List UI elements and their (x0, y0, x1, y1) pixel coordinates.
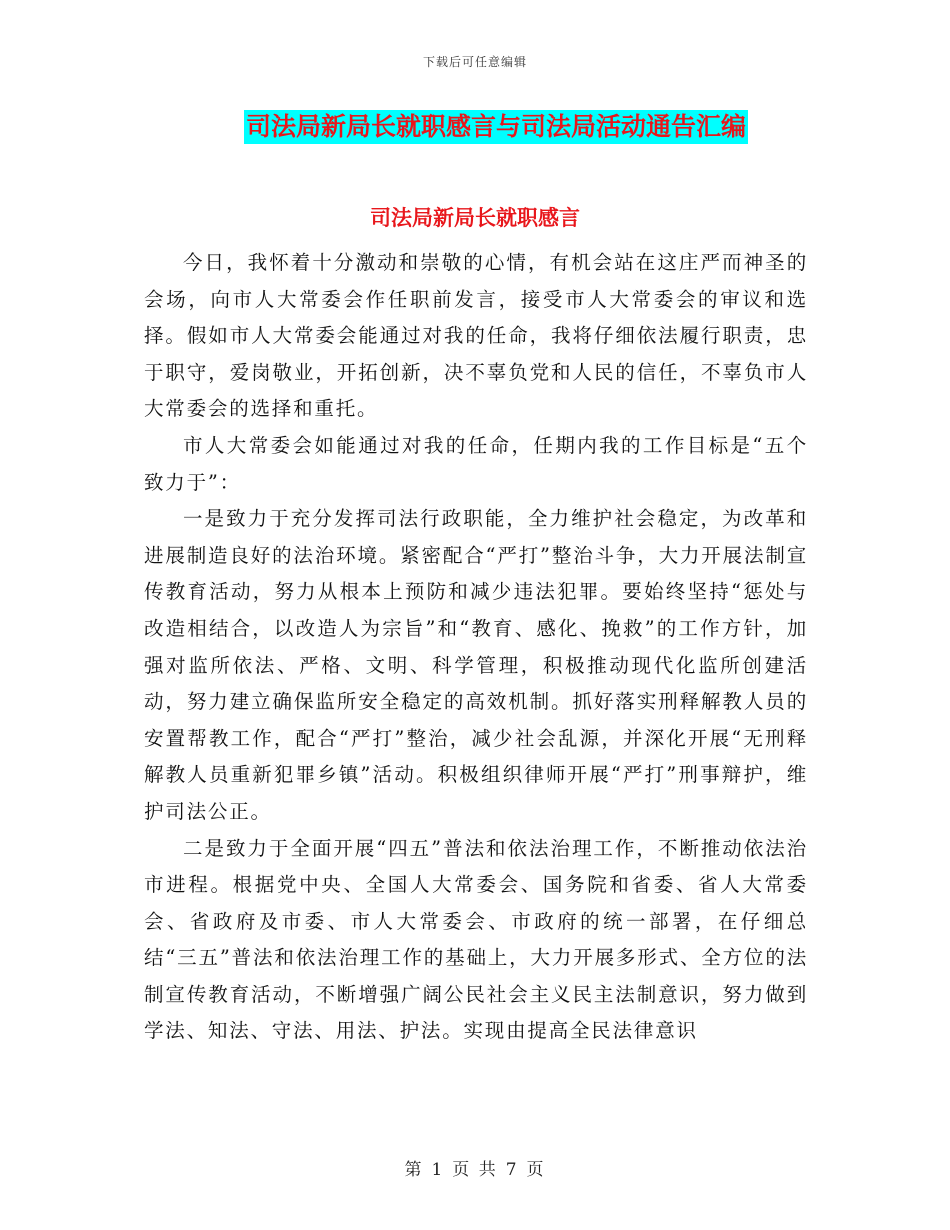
paragraph: 市人大常委会如能通过对我的任命，任期内我的工作目标是“五个致力于”： (144, 433, 808, 494)
document-body (144, 245, 808, 1050)
page-number: 1 (431, 1160, 445, 1180)
total-pages: 7 (505, 1160, 519, 1180)
section-title: 司法局新局长就职感言 (370, 206, 580, 230)
paragraph: 一是致力于充分发挥司法行政职能，全力维护社会稳定，为改革和进展制造良好的法治环境。紧密配合“严打”整治斗争，大力开展法制宣传教育活动，努力从根本上预防和减少违法犯罪。要始终坚持“惩处与改造相结合，以改造人为宗旨”和“教育、感化、挽救”的工作方针，加强对监所依法、严格、文明、科学管理，积极推动现代化监所创建活动，努力建立确保监所安全稳定的高效机制。抓好落实刑释解教人员的安置帮教工作，配合“严打”整治，减少社会乱源，并深化开展“无刑释解教人员重新犯罪乡镇”活动。积极组织律师开展“严打”刑事辩护，维护司法公正。 (144, 507, 808, 823)
document-title-container (0, 110, 950, 144)
paragraph: 二是致力于全面开展“四五”普法和依法治理工作，不断推动依法治市进程。根据党中央、全国人大常委会、国务院和省委、省人大常委会、省政府及市委、市人大常委会、市政府的统一部署，在仔细总结“三五”普法和依法治理工作的基础上，大力开展多形式、全方位的法制宣传教育活动，不断增强广阔公民社会主义民主法制意识，努力做到学法、知法、守法、用法、护法。实现由提高全民法律意识 (144, 836, 808, 1043)
page-label-mid: 页 共 (452, 1160, 498, 1180)
paragraph: 今日，我怀着十分激动和崇敬的心情，有机会站在这庄严而神圣的会场，向市人大常委会作任职前发言，接受市人大常委会的审议和选择。假如市人大常委会能通过对我的任命，我将仔细依法履行职责，忠于职守，爱岗敬业，开拓创新，决不辜负党和人民的信任，不辜负市人大常委会的选择和重托。 (144, 251, 808, 421)
page-label-suffix: 页 (526, 1160, 546, 1180)
page-footer (0, 1155, 950, 1180)
header-note: 下载后可任意编辑 (422, 55, 527, 69)
page-label-prefix: 第 (404, 1160, 424, 1180)
document-title: 司法局新局长就职感言与司法局活动通告汇编 (244, 110, 748, 144)
